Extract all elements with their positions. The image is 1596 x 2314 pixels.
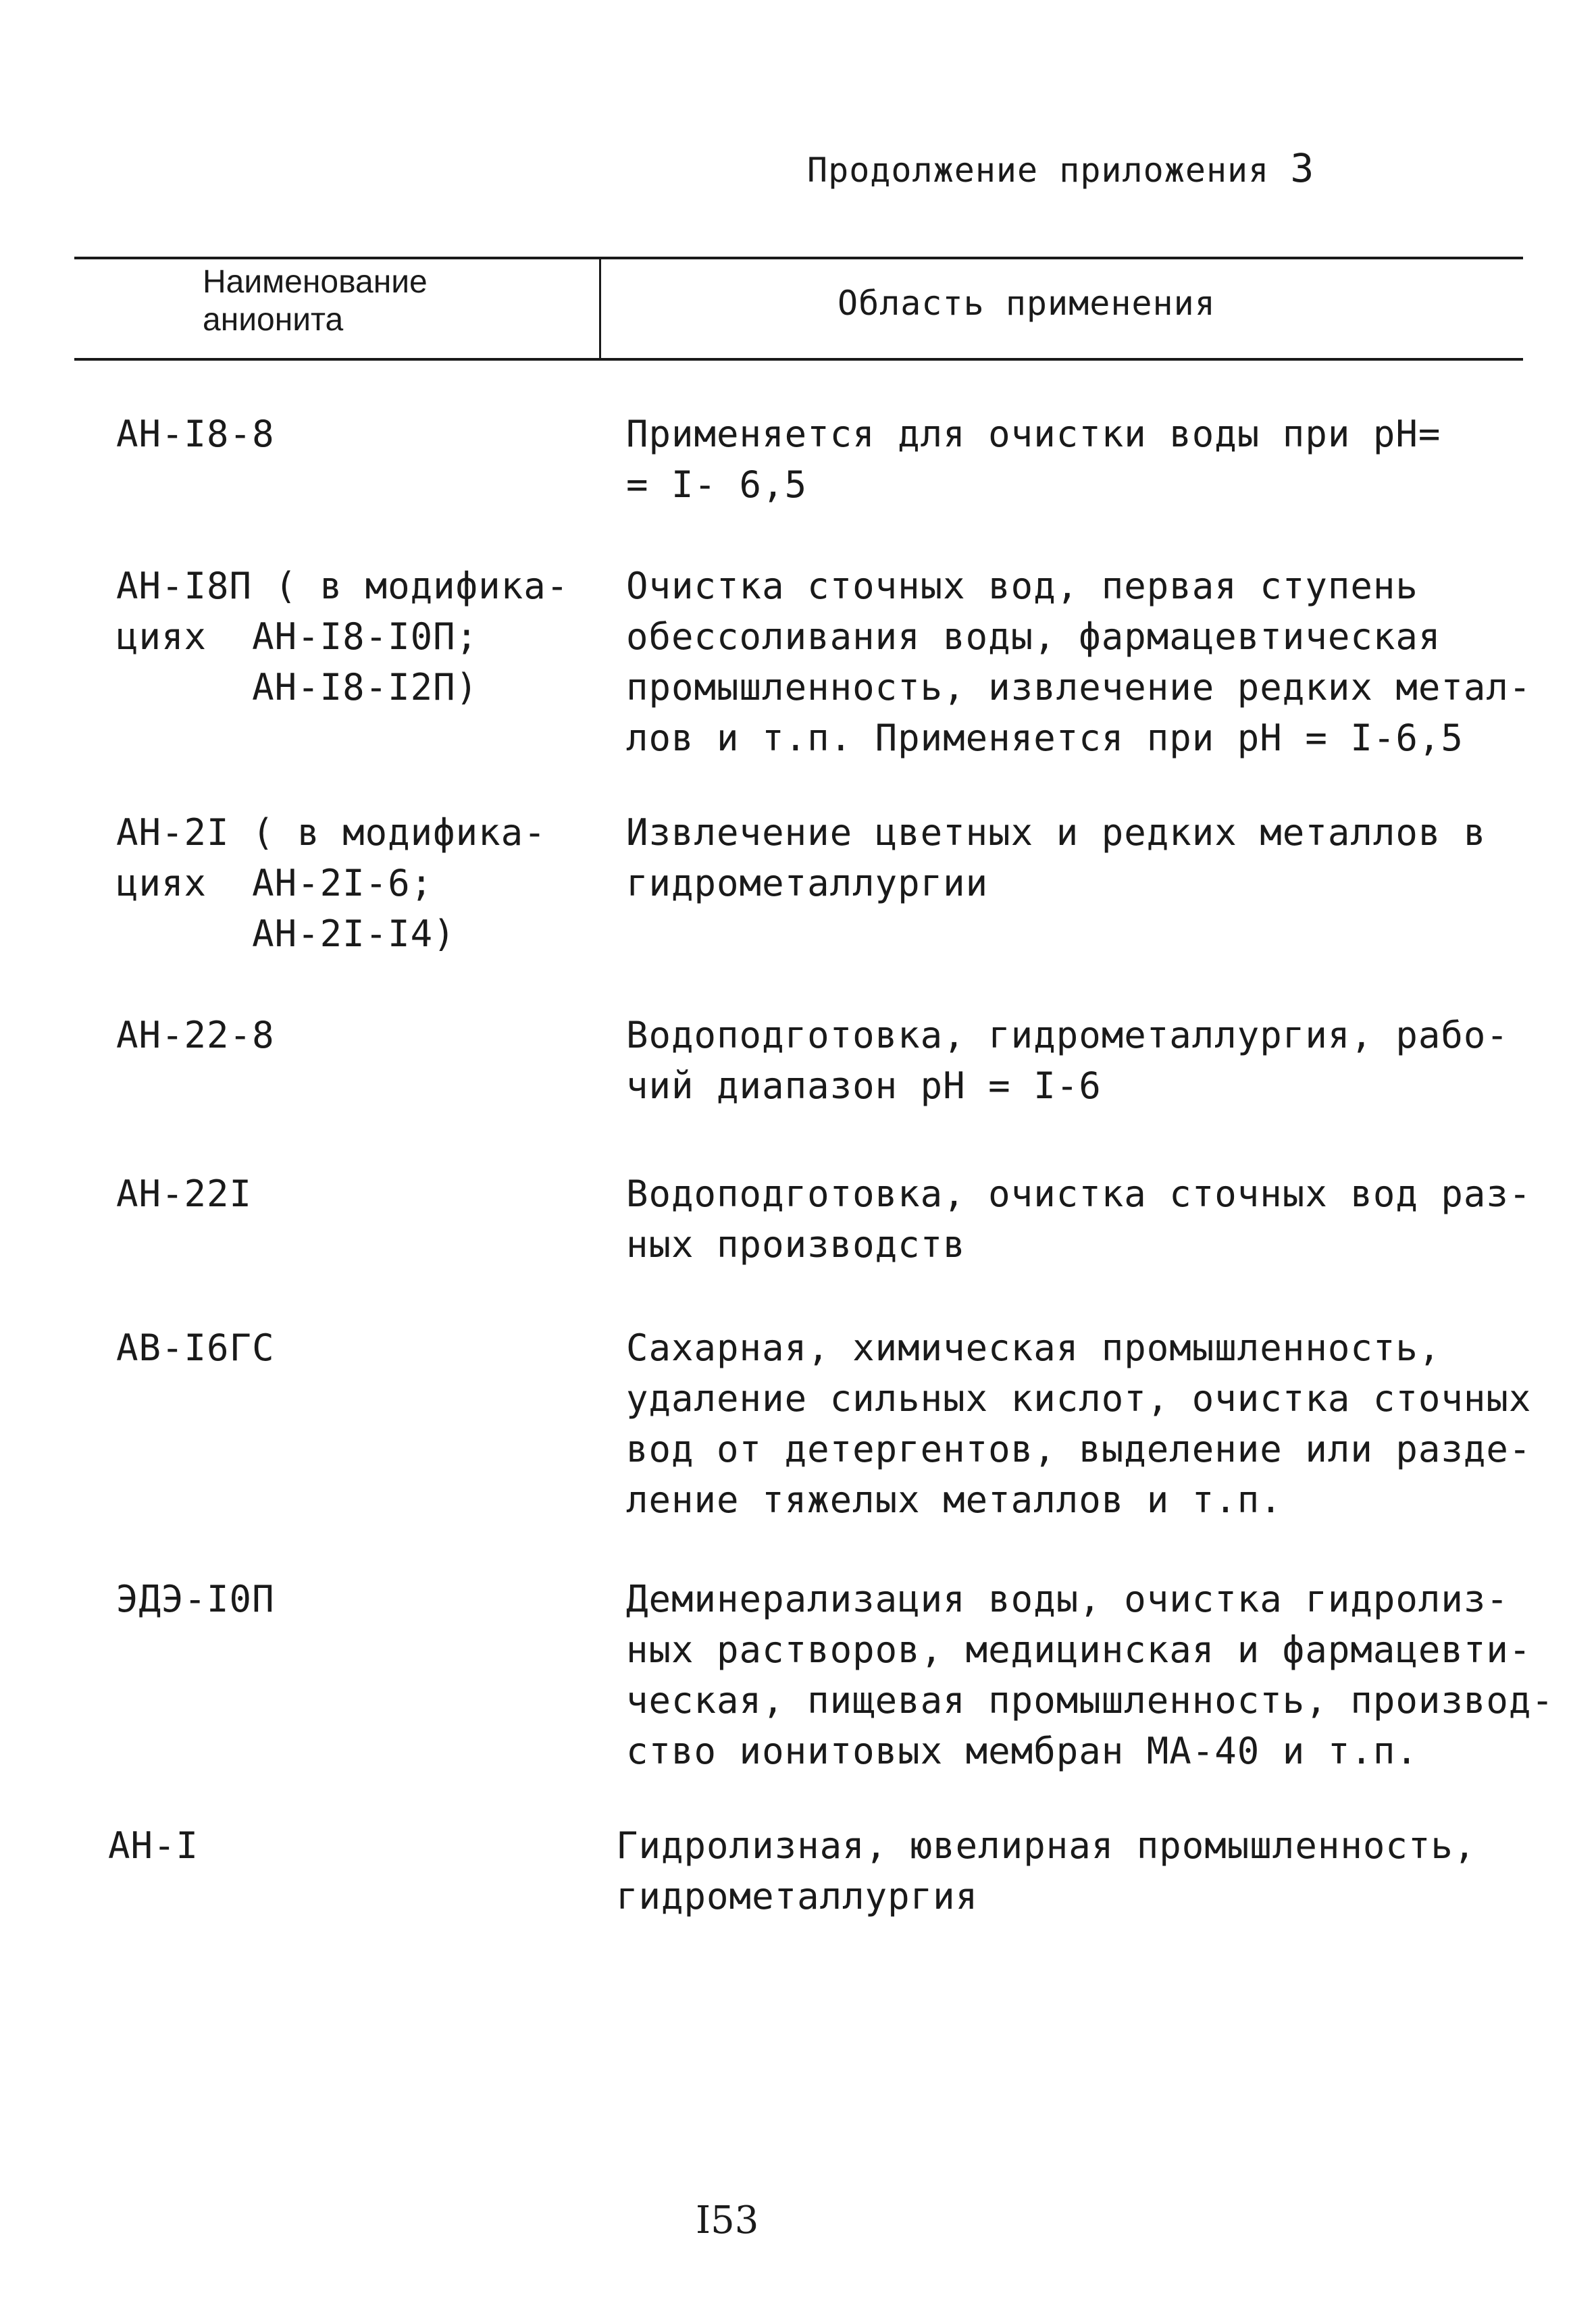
page-number: I53 [696,2199,759,2242]
table-row-name: АН-I8П ( в модифика- циях АН-I8-I0П; АН-I8-I2П) [116,565,569,709]
column-header-application: Область применения [838,284,1216,323]
header-column-divider [599,258,601,358]
table-row-application: Очистка сточных вод, первая ступень обессоливания воды, фармацевтическая промышленность, извлечение редких метал- лов и т.п. Применяется при pH = I-6,5 [626,565,1532,759]
table-top-rule [74,257,1523,259]
continuation-label: Продолжение приложения [807,151,1270,190]
column-header-name: Наименование анионита [203,264,428,338]
table-row-name: АН-2I ( в модифика- циях АН-2I-6; АН-2I-I4) [116,811,546,955]
table-row-application: Применяется для очистки воды при pH= = I- 6,5 [626,413,1441,506]
appendix-number: 3 [1290,145,1315,191]
table-row-application: Сахарная, химическая промышленность, удаление сильных кислот, очистка сточных вод от детергентов, выделение или разде- ление тяжелых металлов и т.п. [626,1327,1532,1521]
table-row-name: АН-I [108,1824,199,1867]
table-row-application: Водоподготовка, гидрометаллургия, рабо- чий диапазон pH = I-6 [626,1014,1509,1107]
table-header-rule [74,358,1523,361]
table-row-application: Гидролизная, ювелирная промышленность, гидрометаллургия [616,1824,1476,1918]
table-row-name: АВ-I6ГС [116,1327,275,1369]
appendix-continuation-heading [807,145,1314,191]
table-row-name: ЭДЭ-I0П [116,1578,275,1620]
table-row-name: АН-22-8 [116,1014,275,1056]
table-row-application: Водоподготовка, очистка сточных вод раз- ных производств [626,1173,1532,1266]
table-row-application: Извлечение цветных и редких металлов в гидрометаллургии [626,811,1487,904]
table-row-application: Деминерализация воды, очистка гидролиз- ных растворов, медицинская и фармацевти- ческая, пищевая промышленность, производ- ство ионитовых мембран МА-40 и т.п. [626,1578,1554,1772]
table-row-name: АН-22I [116,1173,253,1215]
table-row-name: АН-I8-8 [116,413,275,455]
